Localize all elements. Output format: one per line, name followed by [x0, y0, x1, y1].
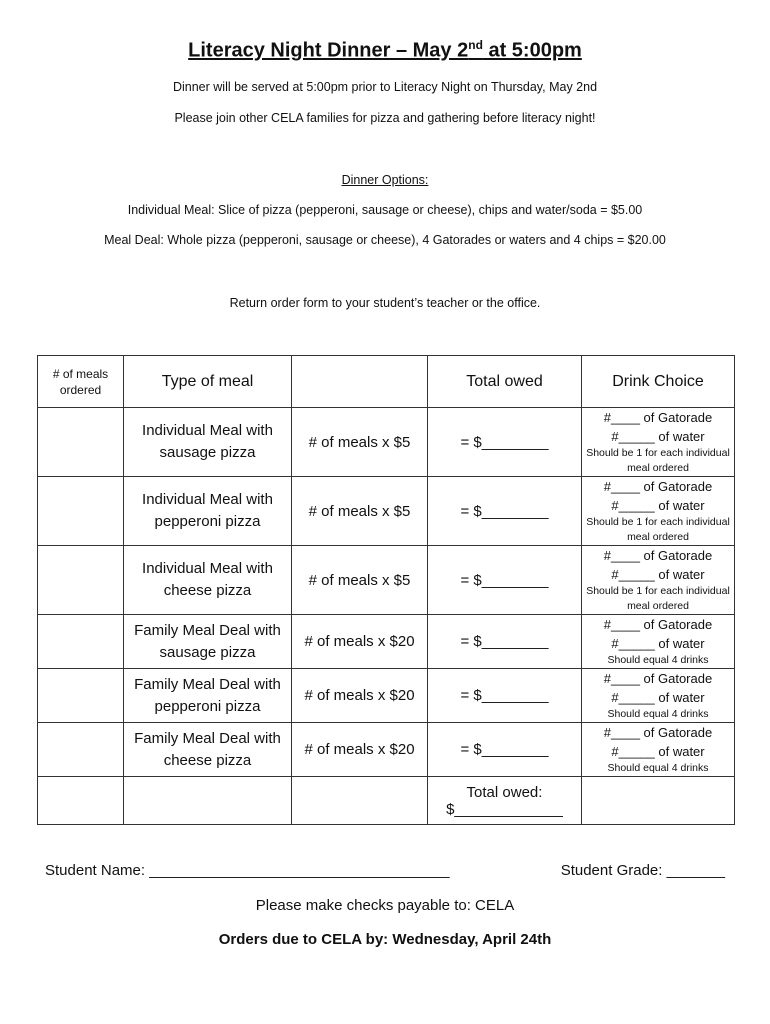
drink-choice[interactable]: [582, 408, 735, 477]
water-count: #_____ of water: [611, 498, 705, 513]
owed-blank[interactable]: = $________: [428, 408, 582, 477]
meal-type: Individual Meal with cheese pizza: [124, 546, 292, 615]
return-note: Return order form to your student’s teacher or the office.: [229, 296, 541, 310]
drink-choice[interactable]: [582, 546, 735, 615]
due-note: Orders due to CELA by: Wednesday, April 24th: [218, 931, 552, 948]
grand-total[interactable]: [428, 777, 582, 825]
grand-total-label: Total owed:: [466, 783, 543, 801]
drink-note: Should be 1 for each individual meal ordered: [586, 585, 730, 612]
options-heading: Dinner Options:: [341, 173, 429, 187]
meal-type: Family Meal Deal with pepperoni pizza: [124, 669, 292, 723]
meal-calc: # of meals x $5: [292, 408, 428, 477]
gatorade-count: #____ of Gatorade: [603, 548, 713, 563]
owed-blank[interactable]: = $________: [428, 723, 582, 777]
student-grade-field[interactable]: Student Grade: _______: [560, 862, 725, 879]
intro-line-2: Please join other CELA families for pizza and gathering before literacy night!: [174, 111, 596, 125]
drink-note: Should equal 4 drinks: [607, 708, 709, 720]
table-row: [38, 669, 735, 723]
header-row: [38, 356, 735, 408]
drink-choice[interactable]: [582, 723, 735, 777]
order-table: [37, 355, 735, 825]
meal-type: Individual Meal with sausage pizza: [124, 408, 292, 477]
drink-note: Should be 1 for each individual meal ordered: [586, 516, 730, 543]
total-row: [38, 777, 735, 825]
table-row: [38, 615, 735, 669]
meal-count-cell[interactable]: [38, 669, 124, 723]
empty-cell: [124, 777, 292, 825]
drink-note: Should equal 4 drinks: [607, 654, 709, 666]
meal-calc: # of meals x $20: [292, 669, 428, 723]
meal-type: Family Meal Deal with cheese pizza: [124, 723, 292, 777]
meal-count-cell[interactable]: [38, 408, 124, 477]
student-name-field[interactable]: Student Name: ____________________________________: [45, 862, 450, 879]
gatorade-count: #____ of Gatorade: [603, 725, 713, 740]
student-info: [45, 862, 725, 879]
meal-calc: # of meals x $20: [292, 615, 428, 669]
owed-blank[interactable]: = $________: [428, 615, 582, 669]
meal-calc: # of meals x $20: [292, 723, 428, 777]
water-count: #_____ of water: [611, 744, 705, 759]
grand-total-blank: $_____________: [446, 800, 563, 818]
header-meal-count: # of meals ordered: [38, 356, 124, 408]
meal-count-cell[interactable]: [38, 723, 124, 777]
meal-calc: # of meals x $5: [292, 546, 428, 615]
empty-cell: [38, 777, 124, 825]
water-count: #_____ of water: [611, 636, 705, 651]
header-calc: [292, 356, 428, 408]
water-count: #_____ of water: [611, 429, 705, 444]
table-row: [38, 723, 735, 777]
meal-type: Family Meal Deal with sausage pizza: [124, 615, 292, 669]
checks-note: Please make checks payable to: CELA: [255, 897, 515, 914]
intro-line-1: Dinner will be served at 5:00pm prior to Literacy Night on Thursday, May 2nd: [172, 80, 598, 94]
empty-cell: [582, 777, 735, 825]
meal-count-cell[interactable]: [38, 477, 124, 546]
option-individual: Individual Meal: Slice of pizza (pepperoni, sausage or cheese), chips and water/soda = $5.00: [127, 203, 643, 217]
owed-blank[interactable]: = $________: [428, 477, 582, 546]
drink-note: Should be 1 for each individual meal ordered: [586, 447, 730, 474]
meal-calc: # of meals x $5: [292, 477, 428, 546]
table-row: [38, 408, 735, 477]
drink-choice[interactable]: [582, 615, 735, 669]
gatorade-count: #____ of Gatorade: [603, 671, 713, 686]
meal-count-cell[interactable]: [38, 546, 124, 615]
gatorade-count: #____ of Gatorade: [603, 617, 713, 632]
table-row: [38, 477, 735, 546]
header-meal-type: Type of meal: [124, 356, 292, 408]
drink-note: Should equal 4 drinks: [607, 762, 709, 774]
owed-blank[interactable]: = $________: [428, 546, 582, 615]
meal-type: Individual Meal with pepperoni pizza: [124, 477, 292, 546]
drink-choice[interactable]: [582, 477, 735, 546]
header-drink-choice: Drink Choice: [582, 356, 735, 408]
meal-count-cell[interactable]: [38, 615, 124, 669]
gatorade-count: #____ of Gatorade: [603, 410, 713, 425]
gatorade-count: #____ of Gatorade: [603, 479, 713, 494]
empty-cell: [292, 777, 428, 825]
drink-choice[interactable]: [582, 669, 735, 723]
table-row: [38, 546, 735, 615]
water-count: #_____ of water: [611, 690, 705, 705]
option-meal-deal: Meal Deal: Whole pizza (pepperoni, sausage or cheese), 4 Gatorades or waters and 4 chips = $20.00: [104, 233, 666, 247]
water-count: #_____ of water: [611, 567, 705, 582]
page-title: Literacy Night Dinner – May 2nd at 5:00pm: [188, 38, 582, 62]
owed-blank[interactable]: = $________: [428, 669, 582, 723]
header-total-owed: Total owed: [428, 356, 582, 408]
